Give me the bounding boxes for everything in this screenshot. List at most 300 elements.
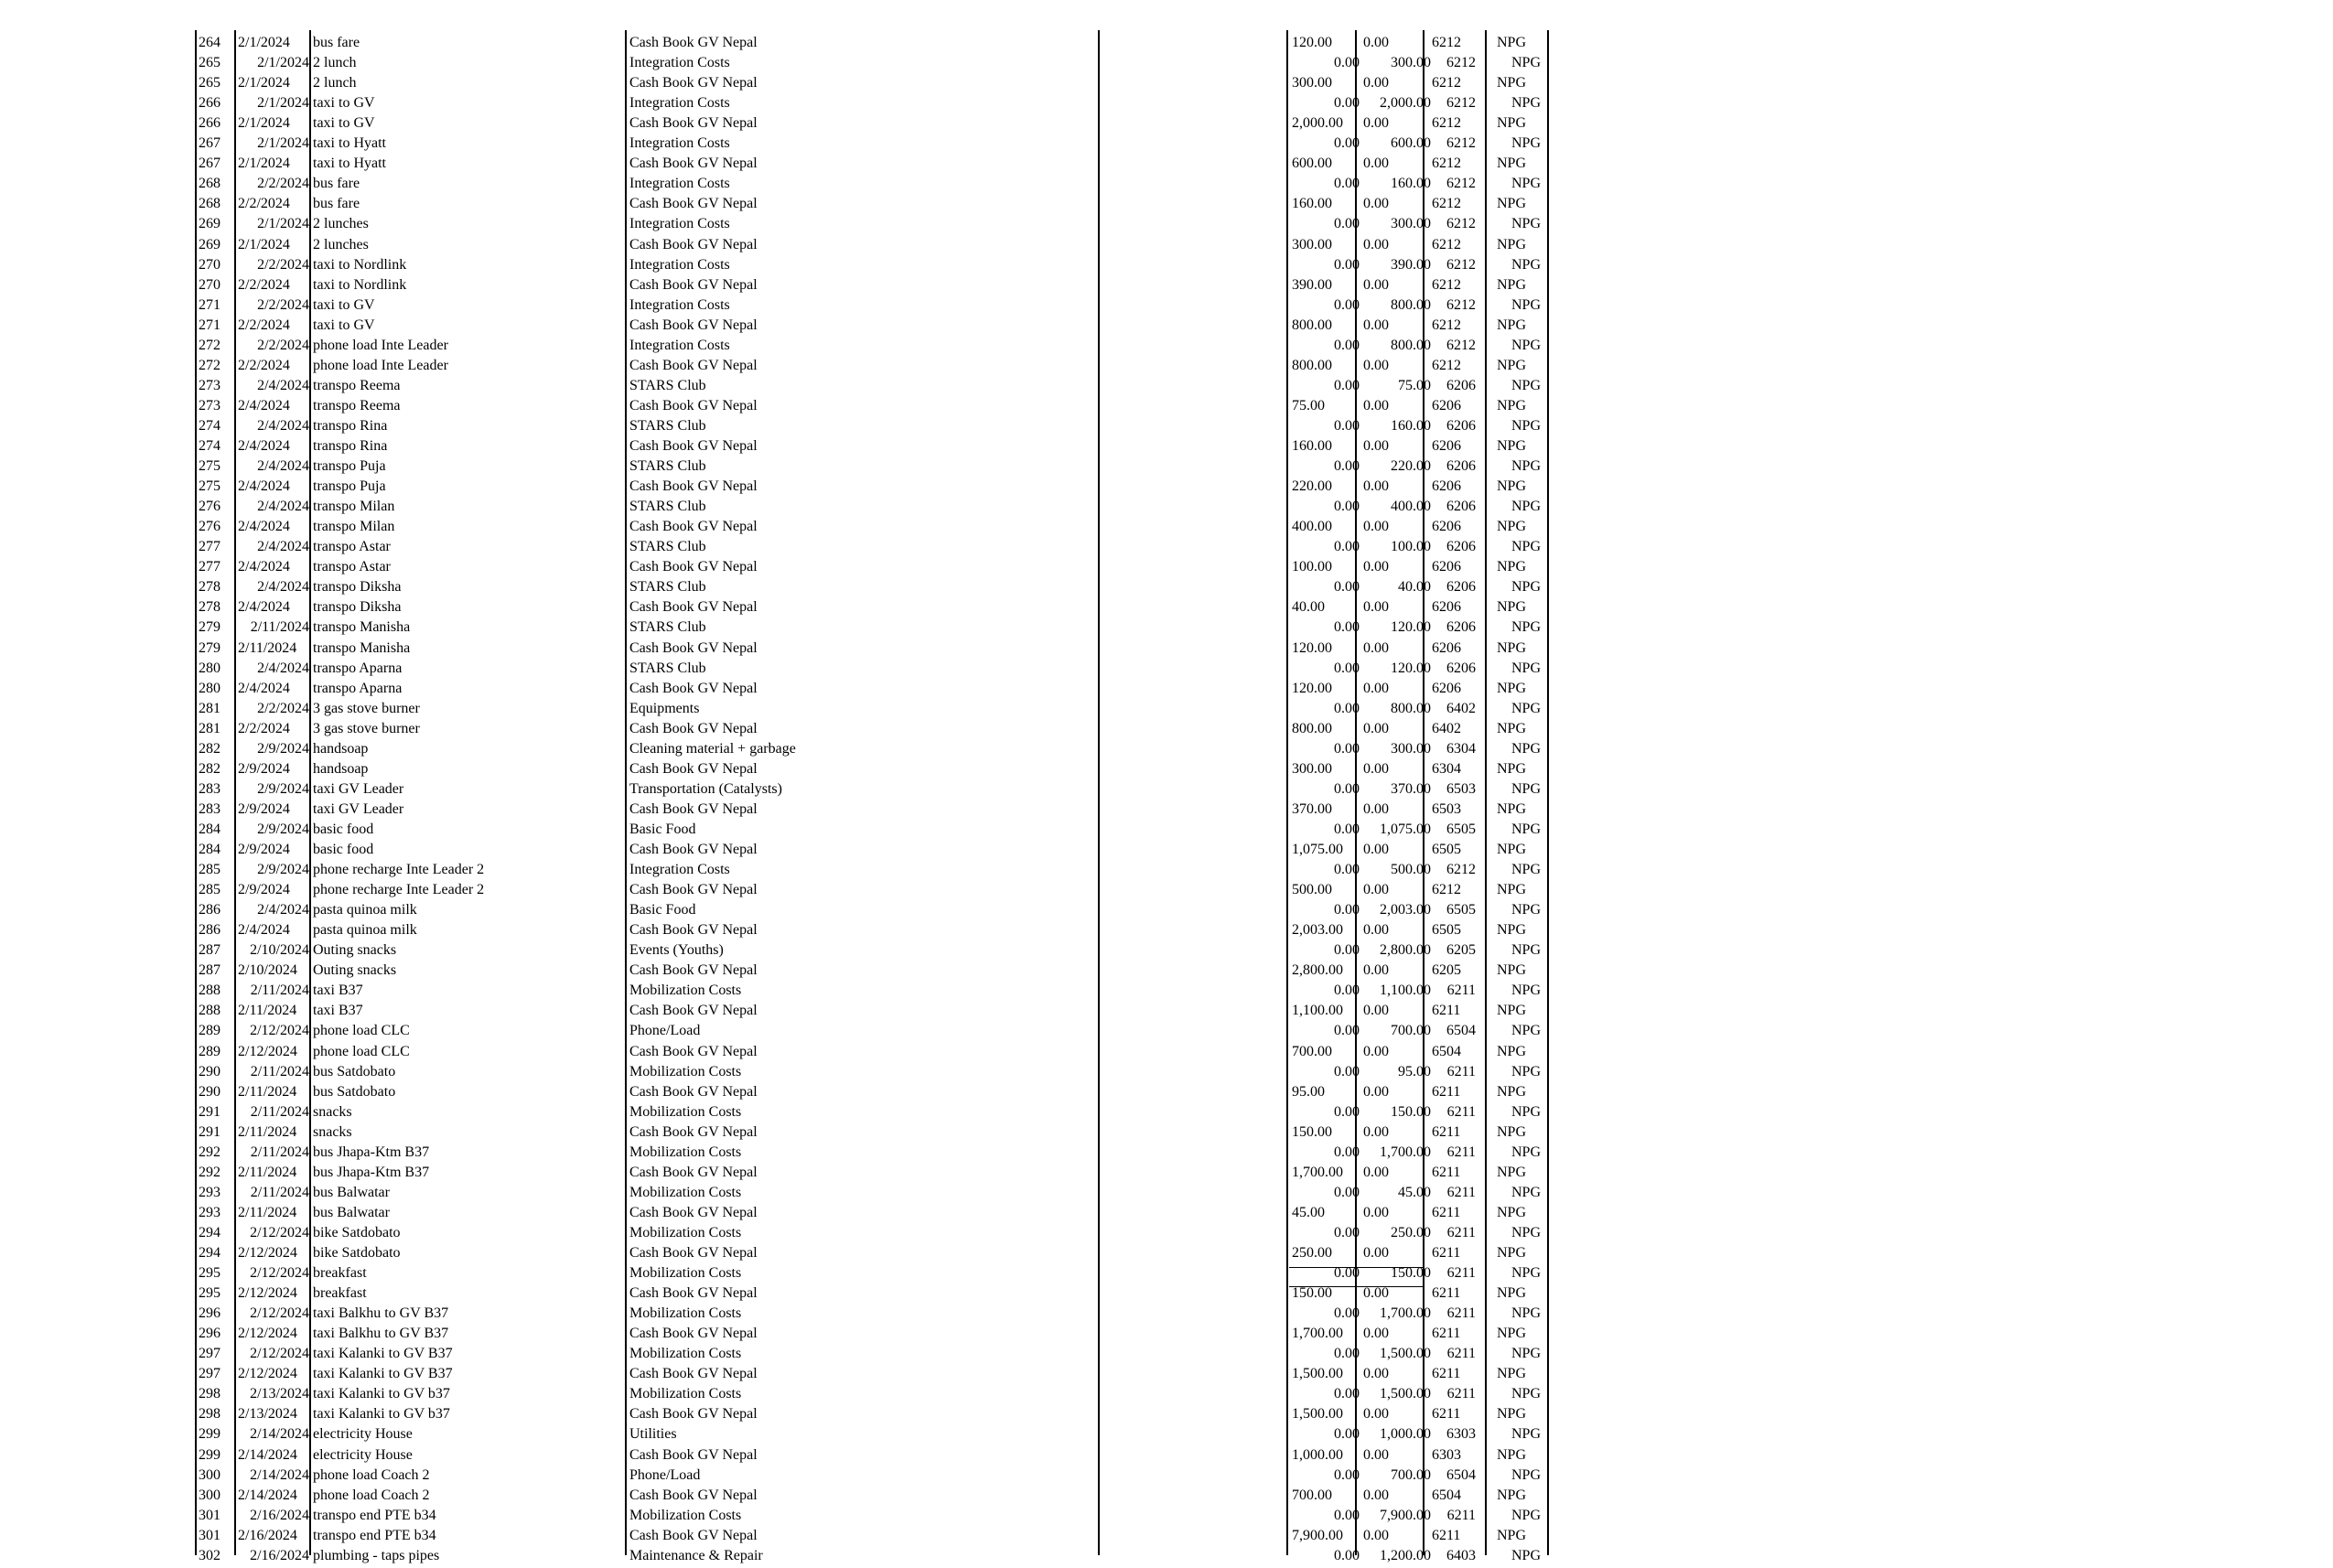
table-row (0, 1220, 1555, 1240)
account-name: Integration Costs (629, 135, 730, 152)
account-code: 6206 (1446, 539, 1476, 555)
table-row (0, 1341, 1555, 1361)
description: taxi to GV (313, 115, 375, 132)
account-name: Cash Book GV Nepal (629, 1527, 758, 1543)
row-number: 283 (199, 800, 220, 817)
description: phone load CLC (313, 1043, 410, 1059)
description: transpo end PTE b34 (313, 1527, 436, 1543)
row-number: 284 (199, 821, 220, 837)
table-row (0, 797, 1555, 817)
credit-amount: 800.00 (1391, 296, 1431, 313)
currency: NPG (1511, 619, 1541, 636)
credit-amount: 0.00 (1363, 842, 1389, 857)
debit-amount: 500.00 (1292, 882, 1332, 898)
entry-date: 2/2/2024 (257, 700, 309, 716)
entry-date: 2/1/2024 (238, 35, 290, 50)
account-name: Cash Book GV Nepal (629, 720, 758, 736)
entry-date: 2/13/2024 (250, 1386, 309, 1402)
account-name: Integration Costs (629, 95, 730, 112)
account-name: Cash Book GV Nepal (629, 276, 758, 293)
currency: NPG (1497, 357, 1527, 373)
account-name: Cash Book GV Nepal (629, 882, 758, 898)
row-number: 280 (199, 680, 220, 696)
debit-amount: 0.00 (1334, 337, 1360, 353)
credit-amount: 0.00 (1363, 1326, 1389, 1342)
table-row (0, 1160, 1555, 1180)
table-row (0, 434, 1555, 454)
description: 2 lunch (313, 75, 357, 91)
account-code: 6212 (1446, 256, 1476, 273)
account-code: 6212 (1446, 862, 1476, 878)
description: transpo Milan (313, 499, 395, 515)
account-code: 6505 (1446, 902, 1476, 918)
currency: NPG (1497, 1245, 1527, 1261)
row-number: 300 (199, 1487, 220, 1503)
entry-date: 2/1/2024 (257, 135, 309, 152)
row-number: 273 (199, 377, 220, 393)
row-number: 294 (199, 1224, 220, 1240)
account-name: Cash Book GV Nepal (629, 680, 758, 696)
currency: NPG (1497, 639, 1527, 656)
table-row (0, 676, 1555, 696)
credit-amount: 0.00 (1363, 1366, 1389, 1382)
account-code: 6211 (1446, 1103, 1476, 1120)
description: transpo Astar (313, 559, 391, 575)
credit-amount: 0.00 (1363, 1446, 1389, 1463)
debit-amount: 700.00 (1292, 1487, 1332, 1503)
entry-date: 2/12/2024 (238, 1245, 297, 1261)
debit-amount: 600.00 (1292, 156, 1332, 172)
credit-amount: 0.00 (1363, 680, 1389, 696)
row-number: 272 (199, 357, 220, 373)
account-name: Cash Book GV Nepal (629, 1043, 758, 1059)
account-code: 6206 (1432, 397, 1461, 413)
entry-date: 2/12/2024 (250, 1346, 309, 1362)
account-code: 6211 (1446, 1144, 1476, 1160)
currency: NPG (1511, 1305, 1541, 1322)
row-number: 295 (199, 1265, 220, 1282)
table-row (0, 514, 1555, 534)
credit-amount: 160.00 (1391, 176, 1431, 192)
credit-amount: 100.00 (1391, 539, 1431, 555)
debit-amount: 45.00 (1292, 1204, 1325, 1220)
account-name: Integration Costs (629, 176, 730, 192)
credit-amount: 0.00 (1363, 1003, 1389, 1019)
table-row (0, 1140, 1555, 1160)
debit-amount: 0.00 (1334, 1063, 1360, 1079)
credit-amount: 2,000.00 (1380, 95, 1431, 112)
credit-amount: 0.00 (1363, 519, 1389, 535)
account-name: STARS Club (629, 619, 706, 636)
row-number: 298 (199, 1386, 220, 1402)
credit-amount: 0.00 (1363, 478, 1389, 495)
currency: NPG (1511, 1426, 1541, 1443)
description: breakfast (313, 1285, 367, 1302)
description: snacks (313, 1103, 352, 1120)
entry-date: 2/4/2024 (238, 922, 290, 939)
debit-amount: 0.00 (1334, 862, 1360, 878)
row-number: 291 (199, 1103, 220, 1120)
currency: NPG (1511, 1386, 1541, 1402)
credit-amount: 0.00 (1363, 922, 1389, 939)
row-number: 282 (199, 740, 220, 757)
entry-date: 2/4/2024 (238, 438, 290, 454)
debit-amount: 160.00 (1292, 438, 1332, 454)
account-code: 6303 (1432, 1446, 1461, 1463)
account-code: 6212 (1432, 75, 1461, 91)
entry-date: 2/2/2024 (257, 296, 309, 313)
account-code: 6211 (1432, 1123, 1461, 1140)
account-name: Cash Book GV Nepal (629, 397, 758, 413)
debit-amount: 100.00 (1292, 559, 1332, 575)
credit-amount: 0.00 (1363, 1487, 1389, 1503)
credit-amount: 2,800.00 (1380, 942, 1431, 959)
entry-date: 2/11/2024 (250, 1184, 309, 1200)
description: taxi Balkhu to GV B37 (313, 1305, 449, 1322)
description: taxi B37 (313, 1003, 363, 1019)
account-name: Cash Book GV Nepal (629, 1245, 758, 1261)
entry-date: 2/2/2024 (238, 276, 290, 293)
table-row (0, 131, 1555, 151)
debit-amount: 0.00 (1334, 660, 1360, 676)
row-number: 294 (199, 1245, 220, 1261)
entry-date: 2/14/2024 (238, 1446, 297, 1463)
table-row (0, 958, 1555, 978)
table-row (0, 30, 1555, 50)
currency: NPG (1511, 539, 1541, 555)
account-name: Cash Book GV Nepal (629, 639, 758, 656)
account-code: 6211 (1432, 1406, 1461, 1423)
debit-amount: 800.00 (1292, 357, 1332, 373)
description: bus Jhapa-Ktm B37 (313, 1144, 430, 1160)
description: taxi Balkhu to GV B37 (313, 1326, 449, 1342)
debit-amount: 0.00 (1334, 135, 1360, 152)
currency: NPG (1511, 862, 1541, 878)
table-row (0, 50, 1555, 70)
table-row (0, 232, 1555, 252)
account-code: 6402 (1432, 720, 1461, 736)
description: bike Satdobato (313, 1224, 401, 1240)
account-name: Transportation (Catalysts) (629, 780, 782, 797)
description: bus Balwatar (313, 1204, 390, 1220)
table-row (0, 393, 1555, 413)
entry-date: 2/1/2024 (238, 156, 290, 172)
currency: NPG (1497, 519, 1527, 535)
entry-date: 2/11/2024 (238, 1003, 297, 1019)
row-number: 279 (199, 619, 220, 636)
currency: NPG (1511, 821, 1541, 837)
currency: NPG (1511, 740, 1541, 757)
row-number: 277 (199, 559, 220, 575)
account-code: 6505 (1432, 922, 1461, 939)
row-number: 289 (199, 1023, 220, 1039)
debit-amount: 800.00 (1292, 317, 1332, 333)
account-name: Cash Book GV Nepal (629, 75, 758, 91)
account-name: Mobilization Costs (629, 983, 742, 999)
entry-date: 2/12/2024 (250, 1305, 309, 1322)
account-code: 6211 (1432, 1366, 1461, 1382)
account-code: 6206 (1432, 519, 1461, 535)
debit-amount: 95.00 (1292, 1083, 1325, 1100)
table-row (0, 615, 1555, 635)
credit-amount: 0.00 (1363, 115, 1389, 132)
account-name: STARS Club (629, 499, 706, 515)
description: electricity House (313, 1426, 413, 1443)
debit-amount: 0.00 (1334, 821, 1360, 837)
description: taxi Kalanki to GV B37 (313, 1366, 453, 1382)
entry-date: 2/11/2024 (250, 1103, 309, 1120)
table-row (0, 554, 1555, 575)
currency: NPG (1497, 75, 1527, 91)
credit-amount: 0.00 (1363, 1285, 1389, 1302)
table-row (0, 1200, 1555, 1220)
row-number: 272 (199, 337, 220, 353)
row-number: 280 (199, 660, 220, 676)
entry-date: 2/4/2024 (257, 539, 309, 555)
account-code: 6212 (1446, 135, 1476, 152)
entry-date: 2/14/2024 (250, 1426, 309, 1443)
currency: NPG (1497, 196, 1527, 212)
credit-amount: 45.00 (1398, 1184, 1431, 1200)
entry-date: 2/9/2024 (257, 862, 309, 878)
row-number: 292 (199, 1164, 220, 1180)
row-number: 289 (199, 1043, 220, 1059)
account-name: Cash Book GV Nepal (629, 842, 758, 857)
row-number: 279 (199, 639, 220, 656)
description: taxi to GV (313, 296, 375, 313)
row-number: 284 (199, 842, 220, 857)
debit-amount: 0.00 (1334, 539, 1360, 555)
debit-amount: 0.00 (1334, 1224, 1360, 1240)
row-number: 270 (199, 276, 220, 293)
currency: NPG (1511, 1063, 1541, 1079)
description: taxi GV Leader (313, 780, 404, 797)
currency: NPG (1497, 1527, 1527, 1543)
row-number: 274 (199, 438, 220, 454)
description: phone recharge Inte Leader 2 (313, 862, 485, 878)
account-name: Basic Food (629, 821, 696, 837)
credit-amount: 120.00 (1391, 660, 1431, 676)
description: electricity House (313, 1446, 413, 1463)
entry-date: 2/4/2024 (238, 397, 290, 413)
debit-amount: 120.00 (1292, 680, 1332, 696)
account-name: Basic Food (629, 902, 696, 918)
entry-date: 2/12/2024 (238, 1366, 297, 1382)
description: bus Balwatar (313, 1184, 390, 1200)
account-name: Cash Book GV Nepal (629, 962, 758, 979)
account-name: Mobilization Costs (629, 1265, 742, 1282)
currency: NPG (1511, 1184, 1541, 1200)
row-number: 295 (199, 1285, 220, 1302)
account-code: 6206 (1432, 438, 1461, 454)
currency: NPG (1497, 156, 1527, 172)
description: snacks (313, 1123, 352, 1140)
entry-date: 2/1/2024 (257, 55, 309, 71)
credit-amount: 0.00 (1363, 196, 1389, 212)
table-row (0, 1120, 1555, 1140)
account-name: Integration Costs (629, 216, 730, 232)
currency: NPG (1497, 680, 1527, 696)
row-number: 302 (199, 1547, 220, 1563)
account-name: Cash Book GV Nepal (629, 1487, 758, 1503)
description: phone load CLC (313, 1023, 410, 1039)
currency: NPG (1511, 1547, 1541, 1563)
table-row (0, 333, 1555, 353)
account-name: Cash Book GV Nepal (629, 1003, 758, 1019)
row-number: 273 (199, 397, 220, 413)
credit-amount: 370.00 (1391, 780, 1431, 797)
row-number: 290 (199, 1063, 220, 1079)
description: phone load Inte Leader (313, 357, 448, 373)
account-name: Cash Book GV Nepal (629, 1446, 758, 1463)
description: transpo Milan (313, 519, 395, 535)
currency: NPG (1511, 1466, 1541, 1483)
currency: NPG (1511, 95, 1541, 112)
debit-amount: 0.00 (1334, 1547, 1360, 1563)
entry-date: 2/11/2024 (250, 1063, 309, 1079)
account-code: 6212 (1432, 35, 1461, 50)
account-code: 6212 (1432, 882, 1461, 898)
table-row (0, 252, 1555, 273)
credit-amount: 150.00 (1391, 1265, 1431, 1282)
entry-date: 2/12/2024 (238, 1043, 297, 1059)
table-row (0, 1543, 1555, 1563)
credit-amount: 0.00 (1363, 760, 1389, 777)
account-name: Cash Book GV Nepal (629, 1204, 758, 1220)
table-row (0, 1402, 1555, 1422)
table-row (0, 757, 1555, 777)
debit-amount: 120.00 (1292, 639, 1332, 656)
debit-amount: 2,800.00 (1292, 962, 1343, 979)
debit-amount: 0.00 (1334, 417, 1360, 434)
debit-amount: 0.00 (1334, 1144, 1360, 1160)
currency: NPG (1497, 397, 1527, 413)
account-code: 6503 (1432, 800, 1461, 817)
table-row (0, 1422, 1555, 1442)
description: taxi Kalanki to GV b37 (313, 1386, 450, 1402)
entry-date: 2/4/2024 (238, 478, 290, 495)
entry-date: 2/2/2024 (238, 357, 290, 373)
row-number: 285 (199, 862, 220, 878)
currency: NPG (1497, 236, 1527, 252)
debit-amount: 0.00 (1334, 740, 1360, 757)
table-row (0, 211, 1555, 231)
row-number: 298 (199, 1406, 220, 1423)
credit-amount: 0.00 (1363, 1527, 1389, 1543)
account-name: Integration Costs (629, 337, 730, 353)
row-number: 296 (199, 1326, 220, 1342)
credit-amount: 7,900.00 (1380, 1507, 1431, 1523)
debit-amount: 0.00 (1334, 499, 1360, 515)
credit-amount: 0.00 (1363, 720, 1389, 736)
credit-amount: 0.00 (1363, 236, 1389, 252)
account-code: 6504 (1446, 1023, 1476, 1039)
account-name: STARS Club (629, 458, 706, 475)
account-name: Mobilization Costs (629, 1184, 742, 1200)
account-code: 6206 (1432, 639, 1461, 656)
account-name: Mobilization Costs (629, 1305, 742, 1322)
credit-amount: 0.00 (1363, 962, 1389, 979)
debit-amount: 0.00 (1334, 176, 1360, 192)
table-row (0, 1261, 1555, 1281)
entry-date: 2/10/2024 (238, 962, 297, 979)
description: handsoap (313, 760, 369, 777)
description: bus Jhapa-Ktm B37 (313, 1164, 430, 1180)
debit-amount: 390.00 (1292, 276, 1332, 293)
account-code: 6211 (1432, 1204, 1461, 1220)
debit-amount: 1,500.00 (1292, 1406, 1343, 1423)
row-number: 299 (199, 1426, 220, 1443)
account-code: 6212 (1446, 55, 1476, 71)
table-row (0, 837, 1555, 857)
table-row (0, 1281, 1555, 1301)
credit-amount: 1,000.00 (1380, 1426, 1431, 1443)
entry-date: 2/12/2024 (250, 1265, 309, 1282)
table-row (0, 575, 1555, 595)
credit-amount: 0.00 (1363, 559, 1389, 575)
row-number: 271 (199, 296, 220, 313)
currency: NPG (1497, 1164, 1527, 1180)
description: bus fare (313, 35, 360, 50)
account-name: Phone/Load (629, 1466, 701, 1483)
table-row (0, 1079, 1555, 1100)
entry-date: 2/9/2024 (238, 800, 290, 817)
description: transpo Reema (313, 377, 401, 393)
account-name: Cash Book GV Nepal (629, 1083, 758, 1100)
account-name: Mobilization Costs (629, 1103, 742, 1120)
description: phone recharge Inte Leader 2 (313, 882, 485, 898)
entry-date: 2/9/2024 (238, 760, 290, 777)
entry-date: 2/11/2024 (238, 1164, 297, 1180)
credit-amount: 800.00 (1391, 700, 1431, 716)
table-row (0, 1321, 1555, 1341)
account-code: 6504 (1432, 1487, 1461, 1503)
currency: NPG (1497, 760, 1527, 777)
debit-amount: 40.00 (1292, 599, 1325, 616)
debit-amount: 700.00 (1292, 1043, 1332, 1059)
debit-amount: 300.00 (1292, 75, 1332, 91)
credit-amount: 1,100.00 (1380, 983, 1431, 999)
credit-amount: 0.00 (1363, 75, 1389, 91)
account-name: Events (Youths) (629, 942, 724, 959)
account-name: Cash Book GV Nepal (629, 922, 758, 939)
currency: NPG (1511, 216, 1541, 232)
debit-amount: 0.00 (1334, 579, 1360, 596)
currency: NPG (1511, 417, 1541, 434)
currency: NPG (1497, 1406, 1527, 1423)
table-row (0, 91, 1555, 111)
table-row (0, 1381, 1555, 1402)
account-code: 6211 (1446, 1063, 1476, 1079)
account-code: 6211 (1446, 983, 1476, 999)
row-number: 286 (199, 902, 220, 918)
debit-amount: 75.00 (1292, 397, 1325, 413)
account-name: STARS Club (629, 539, 706, 555)
account-code: 6505 (1432, 842, 1461, 857)
currency: NPG (1511, 377, 1541, 393)
description: bus fare (313, 196, 360, 212)
entry-date: 2/2/2024 (238, 317, 290, 333)
debit-amount: 0.00 (1334, 216, 1360, 232)
debit-amount: 0.00 (1334, 1346, 1360, 1362)
entry-date: 2/2/2024 (238, 196, 290, 212)
account-code: 6206 (1446, 377, 1476, 393)
debit-amount: 0.00 (1334, 1426, 1360, 1443)
description: taxi GV Leader (313, 800, 404, 817)
currency: NPG (1511, 1265, 1541, 1282)
account-name: Cash Book GV Nepal (629, 1164, 758, 1180)
table-row (0, 1361, 1555, 1381)
